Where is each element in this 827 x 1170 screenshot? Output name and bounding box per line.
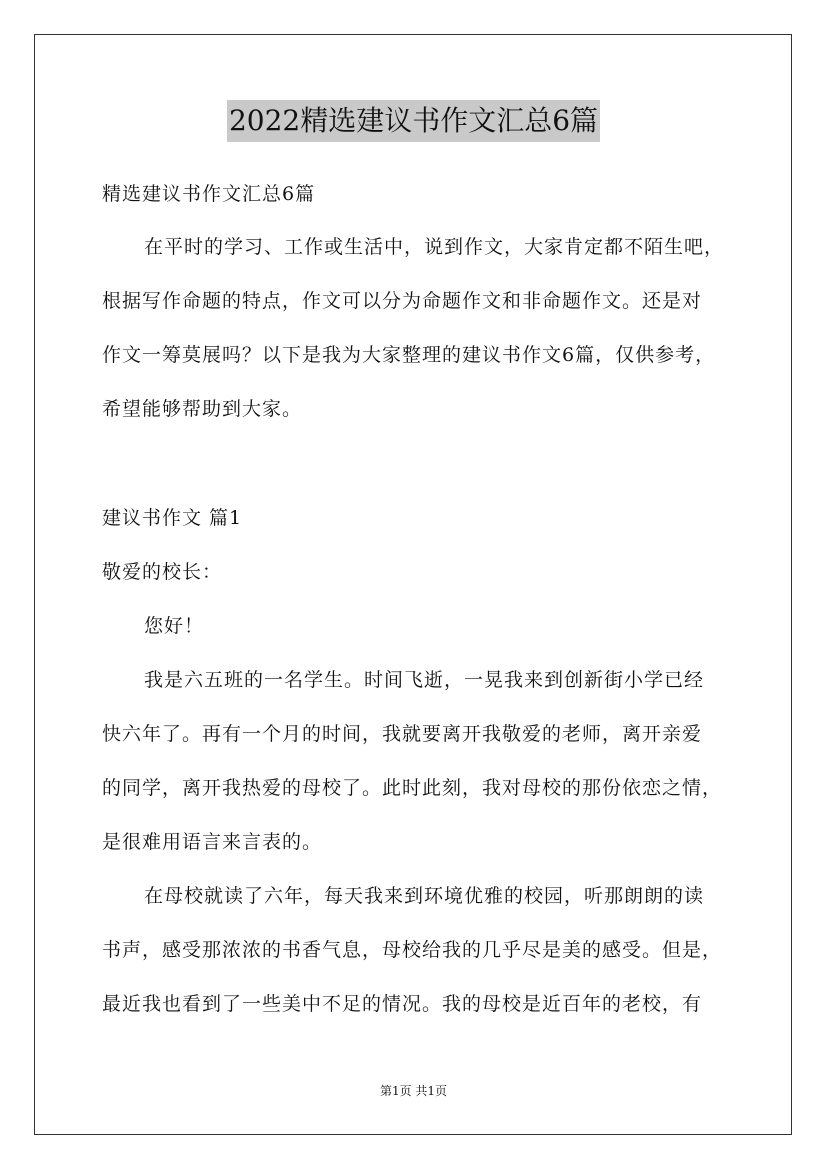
salutation: 敬爱的校长：	[102, 561, 223, 583]
greeting: 您好！	[144, 615, 205, 637]
title-container	[0, 100, 827, 142]
document-subtitle: 精选建议书作文汇总6篇	[102, 183, 316, 205]
page-footer: 第1页 共1页	[379, 1084, 448, 1098]
document-title: 2022精选建议书作文汇总6篇	[227, 100, 600, 142]
intro-line-1: 在平时的学习、工作或生活中，说到作文，大家肯定都不陌生吧，	[144, 236, 725, 258]
intro-line-2: 根据写作命题的特点，作文可以分为命题作文和非命题作文。还是对	[102, 290, 703, 312]
para1-line-3: 的同学，离开我热爱的母校了。此时此刻，我对母校的那份依恋之情，	[102, 777, 723, 799]
para2-line-1: 在母校就读了六年，每天我来到环境优雅的校园，听那朗朗的读	[144, 885, 705, 907]
para1-line-2: 快六年了。再有一个月的时间，我就要离开我敬爱的老师，离开亲爱	[102, 723, 703, 745]
intro-line-3: 作文一筹莫展吗？以下是我为大家整理的建议书作文6篇，仅供参考，	[102, 344, 716, 366]
para2-line-3: 最近我也看到了一些美中不足的情况。我的母校是近百年的老校，有	[102, 993, 703, 1015]
intro-line-4: 希望能够帮助到大家。	[102, 398, 303, 420]
section-heading: 建议书作文 篇1	[102, 507, 243, 529]
para1-line-4: 是很难用语言来言表的。	[102, 831, 323, 853]
para2-line-2: 书声，感受那浓浓的书香气息，母校给我的几乎尽是美的感受。但是，	[102, 939, 723, 961]
para1-line-1: 我是六五班的一名学生。时间飞逝，一晃我来到创新街小学已经	[144, 669, 705, 691]
